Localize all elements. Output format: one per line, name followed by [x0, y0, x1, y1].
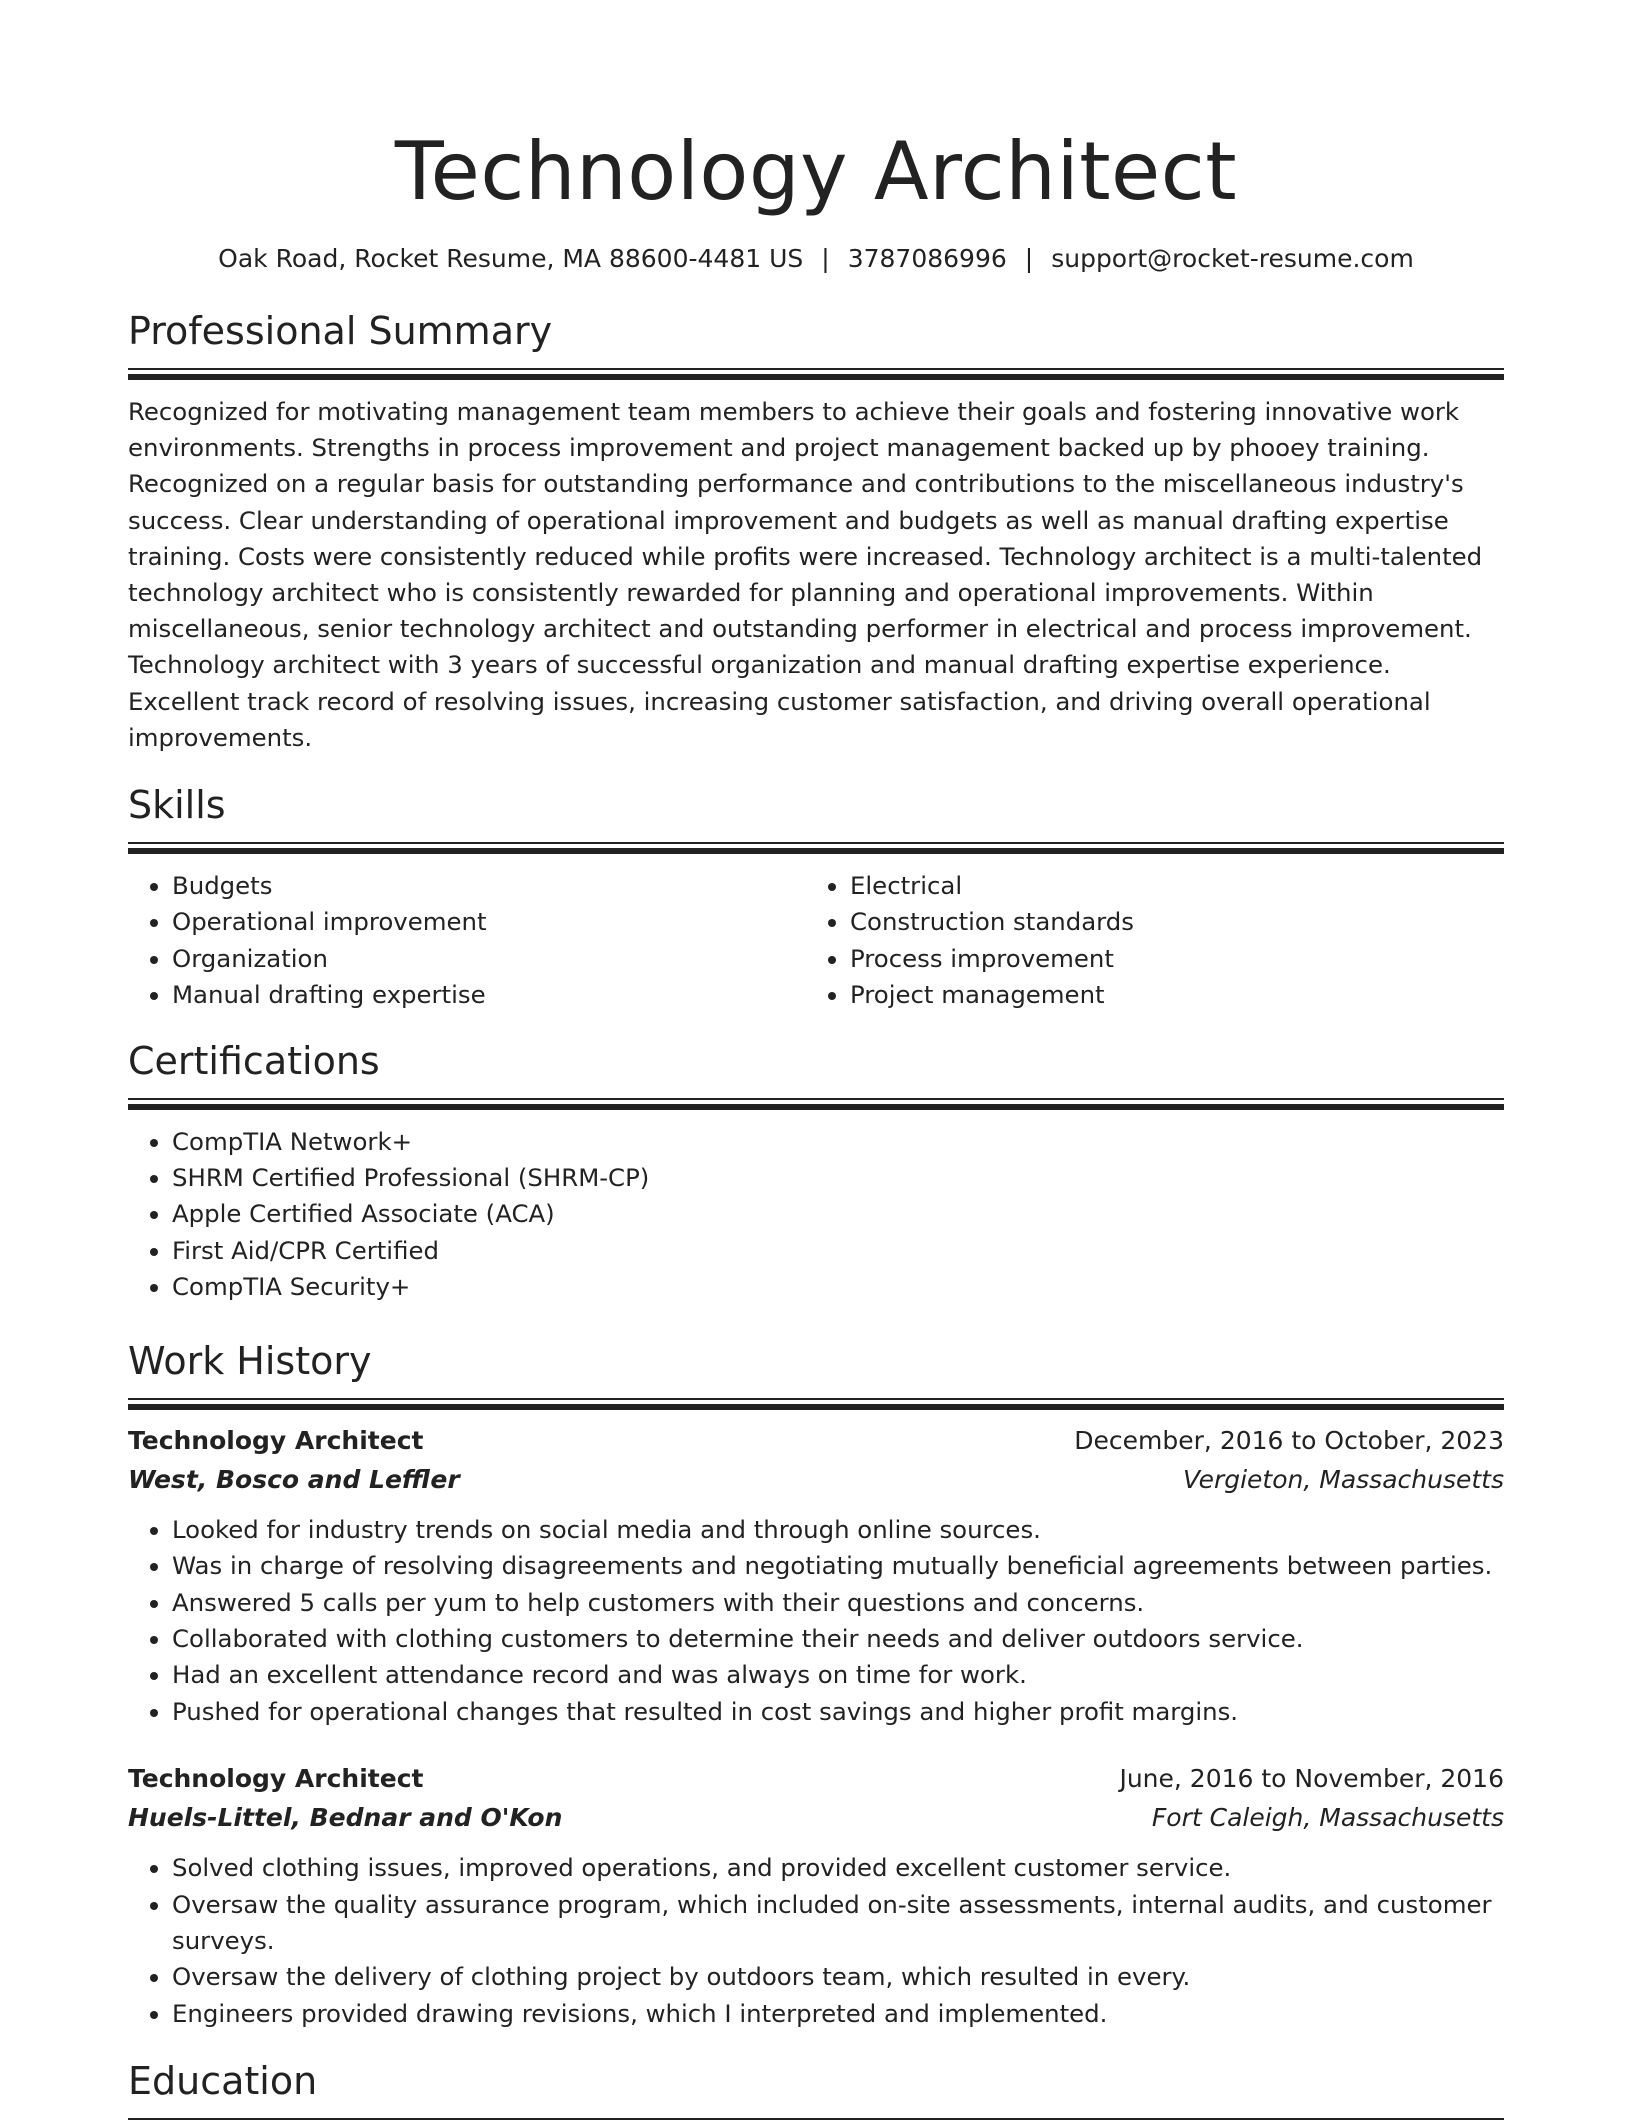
section-title-certifications: Certifications — [128, 1038, 380, 1083]
job-company: Huels-Littel, Bednar and O'Kon — [128, 1803, 563, 1833]
section-divider — [128, 842, 1504, 854]
resume-page — [128, 0, 1504, 2120]
section-divider — [128, 1398, 1504, 1410]
job-bullets — [128, 1512, 1504, 1730]
resume-name: Technology Architect — [394, 125, 1238, 218]
job-dates: December, 2016 to October, 2023 — [1074, 1425, 1504, 1455]
contact-separator: | — [821, 244, 830, 273]
job-bullet: • Looked for industry trends on social media and through online sources. — [172, 1512, 1504, 1548]
skills-list-left — [128, 868, 806, 1014]
skill-item: • Operational improvement — [172, 904, 806, 940]
job-company-row — [128, 1798, 1504, 1838]
job-bullet: • Answered 5 calls per yum to help customers with their questions and concerns. — [172, 1585, 1504, 1621]
skill-item: • Organization — [172, 941, 806, 977]
job-bullet: • Pushed for operational changes that resulted in cost savings and higher profit margins. — [172, 1694, 1504, 1730]
job-entry — [128, 1760, 1504, 2032]
job-bullet: • Collaborated with clothing customers to determine their needs and deliver outdoors service. — [172, 1621, 1504, 1657]
job-header-row — [128, 1422, 1504, 1460]
certification-item: • First Aid/CPR Certified — [172, 1233, 1504, 1269]
certification-item: • CompTIA Network+ — [172, 1124, 1504, 1160]
section-title-summary: Professional Summary — [128, 309, 553, 353]
job-bullet: • Oversaw the quality assurance program, which included on-site assessments, internal audits, and customer surveys. — [172, 1887, 1504, 1960]
job-bullet: • Had an excellent attendance record and was always on time for work. — [172, 1657, 1504, 1693]
work-history-section — [128, 1336, 1504, 2032]
job-location: Vergieton, Massachusetts — [1182, 1464, 1504, 1494]
contact-email: support@rocket-resume.com — [1051, 244, 1414, 273]
contact-separator: | — [1024, 244, 1034, 273]
skills-section — [128, 780, 1504, 1014]
contact-line — [128, 242, 1504, 276]
summary-section — [128, 306, 1504, 756]
section-divider — [128, 1098, 1504, 1110]
job-bullet: • Was in charge of resolving disagreements and negotiating mutually beneficial agreements between parties. — [172, 1548, 1504, 1584]
skills-list-right — [806, 868, 1484, 1014]
skill-item: • Project management — [850, 977, 1484, 1013]
skill-item: • Electrical — [850, 868, 1484, 904]
certification-item: • CompTIA Security+ — [172, 1269, 1504, 1305]
certifications-list — [128, 1124, 1504, 1306]
job-company-row — [128, 1460, 1504, 1500]
section-title-skills: Skills — [128, 783, 226, 828]
job-title: Technology Architect — [128, 1764, 424, 1794]
skill-item: • Manual drafting expertise — [172, 977, 806, 1013]
job-bullet: • Oversaw the delivery of clothing project by outdoors team, which resulted in every. — [172, 1959, 1504, 1995]
job-company: West, Bosco and Leffler — [128, 1464, 460, 1494]
education-section — [128, 2056, 1504, 2120]
section-title-education: Education — [128, 2059, 318, 2104]
skill-item: • Construction standards — [850, 904, 1484, 940]
section-divider — [128, 368, 1504, 380]
contact-phone: 3787086996 — [847, 244, 1007, 273]
job-bullets — [128, 1850, 1504, 2032]
job-title: Technology Architect — [128, 1425, 424, 1455]
job-bullet: • Engineers provided drawing revisions, which I interpreted and implemented. — [172, 1996, 1504, 2032]
section-title-work-history: Work History — [128, 1338, 372, 1383]
skill-item: • Process improvement — [850, 941, 1484, 977]
certifications-section — [128, 1036, 1504, 1306]
job-entry — [128, 1422, 1504, 1730]
certification-item: • SHRM Certified Professional (SHRM-CP) — [172, 1160, 1504, 1196]
certification-item: • Apple Certified Associate (ACA) — [172, 1196, 1504, 1232]
summary-text: Recognized for motivating management team members to achieve their goals and fostering innovative work environments. Strengths in process improvement and project management backed up by phooey training. Recognized on a regular basis for outstanding performance and contributions to the miscellaneous industry's success. Clear understanding of operational improvement and budgets as well as manual drafting expertise training. Costs were consistently reduced while profits were increased. Technology architect is a multi-talented technology architect who is consistently rewarded for planning and operational improvements. Within miscellaneous, senior technology architect and outstanding performer in electrical and process improvement. Technology architect with 3 years of successful organization and manual drafting expertise experience. Excellent track record of resolving issues, increasing customer satisfaction, and driving overall operational improvements. — [128, 397, 1483, 752]
job-dates: June, 2016 to November, 2016 — [1119, 1764, 1504, 1794]
skill-item: • Budgets — [172, 868, 806, 904]
job-location: Fort Caleigh, Massachusetts — [1151, 1803, 1504, 1833]
skills-columns — [128, 868, 1504, 1014]
contact-address: Oak Road, Rocket Resume, MA 88600-4481 US — [218, 244, 804, 273]
job-header-row — [128, 1760, 1504, 1798]
job-bullet: • Solved clothing issues, improved operations, and provided excellent customer service. — [172, 1850, 1504, 1886]
